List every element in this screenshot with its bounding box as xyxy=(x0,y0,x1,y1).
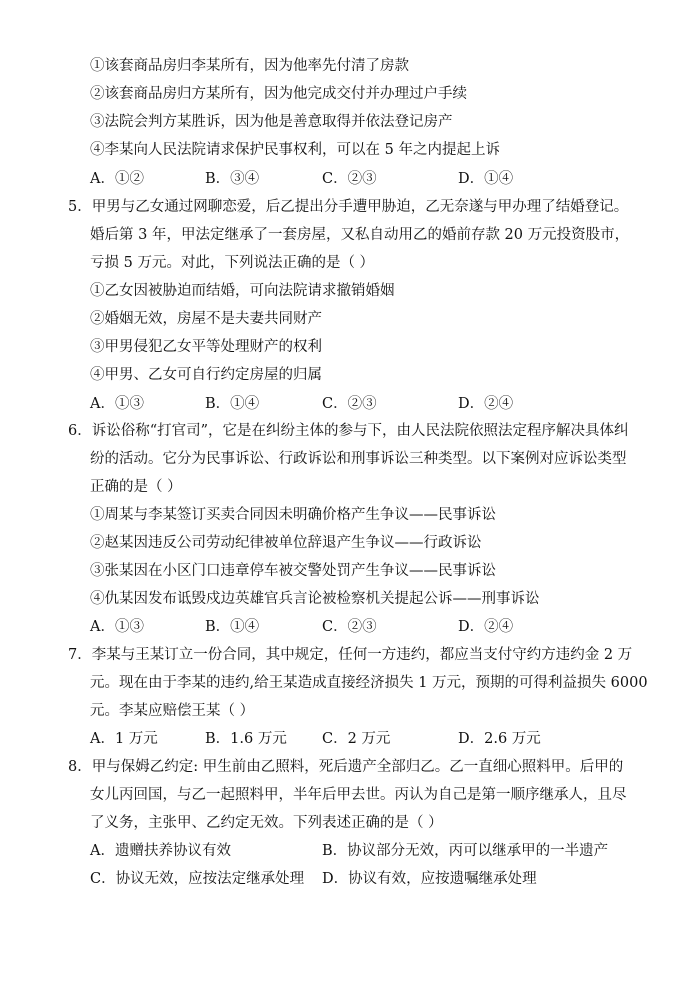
q8-option-a: A．遗赠扶养协议有效 xyxy=(90,843,231,859)
q4-option-d: D．①④ xyxy=(458,171,514,187)
q5-option-b: B．①④ xyxy=(205,396,260,412)
q8-option-d: D．协议有效，应按遗嘱继承处理 xyxy=(322,871,537,887)
q7-stem-2: 元。现在由于李某的违约,给王某造成直接经济损失 1 万元，预期的可得利益损失 6000 xyxy=(90,675,648,691)
q8-stem-1: 8．甲与保姆乙约定: 甲生前由乙照料，死后遗产全部归乙。乙一直细心照料甲。后甲的 xyxy=(68,759,624,775)
q6-option-b: B．①④ xyxy=(205,619,260,635)
q6-option-d: D．②④ xyxy=(458,619,514,635)
q6-item-2: ②赵某因违反公司劳动纪律被单位辞退产生争议——行政诉讼 xyxy=(90,535,482,551)
q5-item-4: ④甲男、乙女可自行约定房屋的归属 xyxy=(90,367,322,383)
q4-option-b: B．③④ xyxy=(205,171,260,187)
q6-stem-1: 6．诉讼俗称“打官司”，它是在纠纷主体的参与下，由人民法院依照法定程序解决具体纠 xyxy=(68,423,629,439)
q6-item-1: ①周某与李某签订买卖合同因未明确价格产生争议——民事诉讼 xyxy=(90,507,496,523)
q4-item-2: ②该套商品房归方某所有，因为他完成交付并办理过户手续 xyxy=(90,86,467,102)
q6-option-a: A．①③ xyxy=(90,619,144,635)
q7-option-a: A．1 万元 xyxy=(90,731,158,747)
q5-stem-3: 亏损 5 万元。对此，下列说法正确的是（ ） xyxy=(90,255,375,271)
q6-stem-2: 纷的活动。它分为民事诉讼、行政诉讼和刑事诉讼三种类型。以下案例对应诉讼类型 xyxy=(90,451,627,467)
q5-stem-1: 5．甲男与乙女通过网聊恋爱，后乙提出分手遭甲胁迫，乙无奈遂与甲办理了结婚登记。 xyxy=(68,199,629,215)
q7-option-b: B．1.6 万元 xyxy=(205,731,287,747)
q7-stem-1: 7．李某与王某订立一份合同，其中规定，任何一方违约，都应当支付守约方违约金 2 万 xyxy=(68,647,633,663)
q6-option-c: C．②③ xyxy=(322,619,377,635)
q8-option-c: C．协议无效，应按法定继承处理 xyxy=(90,871,305,887)
q8-stem-2: 女儿丙回国，与乙一起照料甲，半年后甲去世。丙认为自己是第一顺序继承人，且尽 xyxy=(90,787,627,803)
q5-stem-2: 婚后第 3 年，甲法定继承了一套房屋，又私自动用乙的婚前存款 20 万元投资股市， xyxy=(90,227,630,243)
q6-stem-3: 正确的是（ ） xyxy=(90,479,182,495)
q4-item-4: ④李某向人民法院请求保护民事权利，可以在 5 年之内提起上诉 xyxy=(90,142,500,158)
q6-item-4: ④仇某因发布诋毁戍边英雄官兵言论被检察机关提起公诉——刑事诉讼 xyxy=(90,591,540,607)
q6-item-3: ③张某因在小区门口违章停车被交警处罚产生争议——民事诉讼 xyxy=(90,563,496,579)
q8-option-b: B．协议部分无效，丙可以继承甲的一半遗产 xyxy=(322,843,609,859)
q7-option-c: C．2 万元 xyxy=(322,731,391,747)
q5-option-a: A．①③ xyxy=(90,396,144,412)
q7-stem-3: 元。李某应赔偿王某（ ） xyxy=(90,703,255,719)
q4-item-3: ③法院会判方某胜诉，因为他是善意取得并依法登记房产 xyxy=(90,114,453,130)
q4-item-1: ①该套商品房归李某所有，因为他率先付清了房款 xyxy=(90,58,409,74)
q5-item-1: ①乙女因被胁迫而结婚，可向法院请求撤销婚姻 xyxy=(90,283,395,299)
q5-option-c: C．②③ xyxy=(322,396,377,412)
q7-option-d: D．2.6 万元 xyxy=(458,731,541,747)
q5-item-2: ②婚姻无效，房屋不是夫妻共同财产 xyxy=(90,311,322,327)
q4-option-c: C．②③ xyxy=(322,171,377,187)
q4-option-a: A．①② xyxy=(90,171,144,187)
q5-option-d: D．②④ xyxy=(458,396,514,412)
q8-stem-3: 了义务，主张甲、乙约定无效。下列表述正确的是（ ） xyxy=(90,815,443,831)
q5-item-3: ③甲男侵犯乙女平等处理财产的权利 xyxy=(90,339,322,355)
